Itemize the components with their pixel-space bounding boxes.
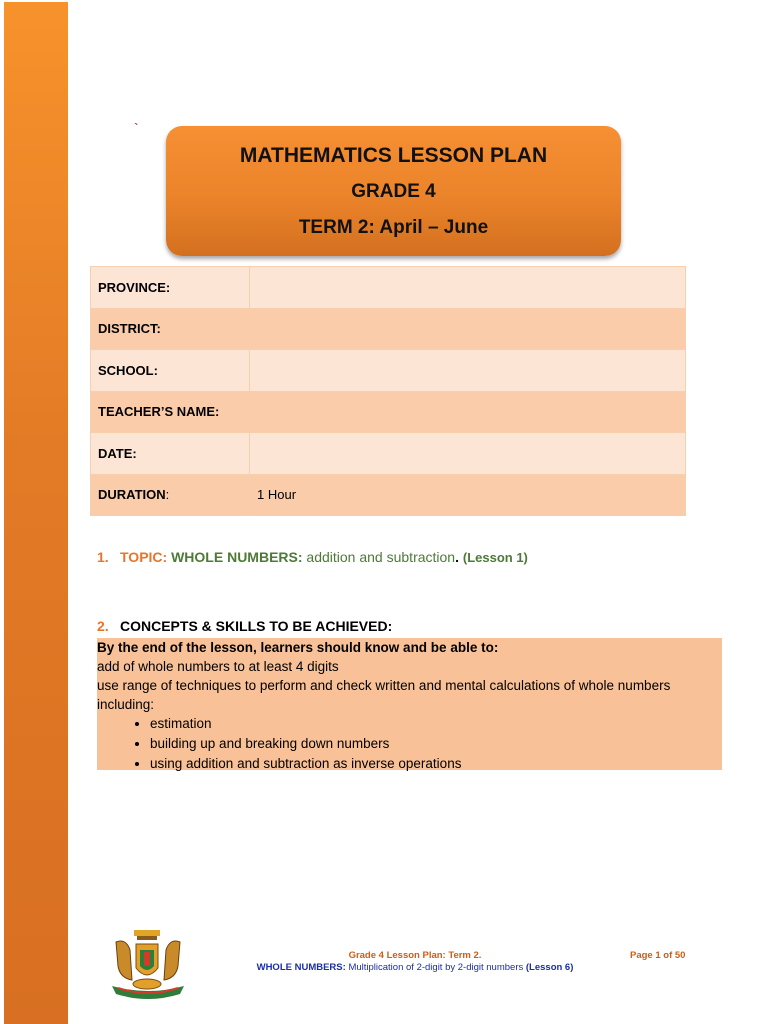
footer-center (250, 950, 580, 974)
province-label: PROVINCE: (91, 267, 250, 309)
list-item: • estimation (150, 714, 722, 734)
duration-label-text: DURATION (98, 487, 166, 503)
table-row (91, 474, 686, 516)
footer-topic-lesson: (Lesson 6) (525, 962, 574, 973)
topic-heading (97, 549, 528, 565)
footer-topic (250, 962, 580, 974)
title-banner (166, 126, 621, 256)
coat-of-arms-logo (106, 928, 190, 1004)
concepts-number: 2. (97, 618, 109, 634)
topic-label: TOPIC: (120, 549, 168, 565)
concepts-line: use range of techniques to perform and check written and mental calculations of whole numbers including: (97, 678, 671, 712)
table-row (91, 391, 686, 433)
page-title: MATHEMATICS LESSON PLAN (239, 144, 548, 167)
concepts-box (97, 638, 722, 770)
topic-period: . (455, 549, 459, 565)
school-info-table (90, 266, 686, 516)
page-number: Page 1 of 50 (630, 950, 686, 961)
concepts-heading (97, 618, 392, 634)
table-row (91, 308, 686, 350)
term-label: TERM 2: April – June (298, 217, 489, 238)
duration-colon: : (165, 487, 170, 503)
date-label: DATE: (91, 433, 250, 475)
concepts-title: CONCEPTS & SKILLS TO BE ACHIEVED: (120, 618, 393, 634)
footer-topic-bold: WHOLE NUMBERS: (256, 962, 346, 973)
topic-name: WHOLE NUMBERS: (171, 549, 303, 565)
grade-label: GRADE 4 (351, 181, 436, 202)
concepts-line: add of whole numbers to at least 4 digits (97, 659, 339, 674)
teacher-name-label: TEACHER’S NAME: (91, 391, 250, 433)
duration-value[interactable]: 1 Hour (250, 474, 686, 516)
duration-label (91, 474, 250, 516)
province-value[interactable] (250, 267, 686, 309)
teacher-name-value[interactable] (250, 391, 686, 433)
stray-mark: ` (134, 120, 139, 136)
list-item: • building up and breaking down numbers (150, 734, 722, 754)
topic-detail: addition and subtraction (306, 549, 456, 565)
table-row (91, 350, 686, 392)
table-row (91, 433, 686, 475)
footer-lesson-plan: Grade 4 Lesson Plan: Term 2. (348, 950, 482, 961)
district-label: DISTRICT: (91, 308, 250, 350)
orange-side-bar (4, 2, 68, 1024)
table-row (91, 267, 686, 309)
school-label: SCHOOL: (91, 350, 250, 392)
concepts-intro: By the end of the lesson, learners should know and be able to: (97, 640, 499, 655)
concepts-bullet-list (97, 714, 722, 774)
school-value[interactable] (250, 350, 686, 392)
footer-topic-text: Multiplication of 2-digit by 2-digit numbers (345, 962, 526, 973)
topic-lesson: (Lesson 1) (462, 550, 528, 565)
date-value[interactable] (250, 433, 686, 475)
list-item: • using addition and subtraction as inverse operations (150, 754, 722, 774)
district-value[interactable] (250, 308, 686, 350)
topic-number: 1. (97, 549, 109, 565)
